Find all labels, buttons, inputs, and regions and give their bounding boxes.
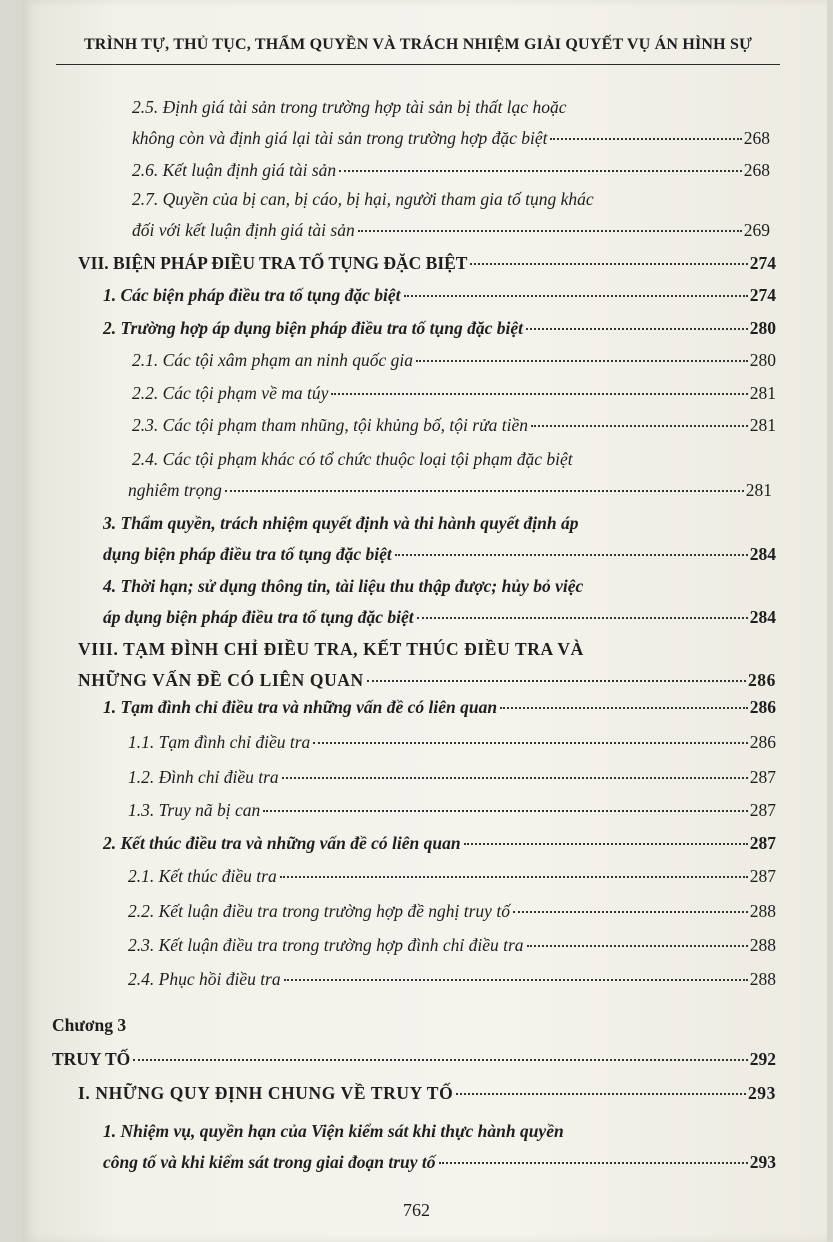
toc-entry-page: 286 <box>749 697 776 717</box>
toc-entry <box>103 828 776 859</box>
toc-entry <box>128 795 776 826</box>
dot-leader <box>500 707 748 709</box>
toc-entry-page: 288 <box>749 969 776 989</box>
toc-entry <box>128 861 776 892</box>
toc-entry-title: 1. Nhiệm vụ, quyền hạn của Viện kiểm sát khi thực hành quyền <box>103 1121 564 1141</box>
toc-entry-title: TRUY TỐ <box>52 1049 131 1069</box>
dot-leader <box>513 911 748 913</box>
toc-entry <box>103 508 776 570</box>
toc-entry-title: không còn và định giá lại tài sản trong trường hợp đặc biệt <box>132 128 548 148</box>
toc-entry <box>128 930 776 961</box>
toc-entry-page: 281 <box>745 480 772 500</box>
toc-entry-title: 2.2. Các tội phạm về ma túy <box>132 383 329 403</box>
dot-leader <box>284 979 748 981</box>
toc-entry <box>78 1078 776 1109</box>
toc-entry-page: 281 <box>749 415 776 435</box>
page-number: 762 <box>403 1200 430 1220</box>
dot-leader <box>331 393 747 395</box>
toc-entry-page: 268 <box>743 160 770 180</box>
toc-entry-title: 1. Các biện pháp điều tra tố tụng đặc biệt <box>103 285 401 305</box>
dot-leader <box>404 295 748 297</box>
toc-entry-title: 2.5. Định giá tài sản trong trường hợp tài sản bị thất lạc hoặc <box>132 97 567 117</box>
dot-leader <box>313 742 747 744</box>
toc-entry-page: 280 <box>749 318 776 338</box>
running-header: TRÌNH TỰ, THỦ TỤC, THẨM QUYỀN VÀ TRÁCH NHIỆM GIẢI QUYẾT VỤ ÁN HÌNH SỰ <box>83 36 753 53</box>
toc-entry-title: 4. Thời hạn; sử dụng thông tin, tài liệu thu thập được; hủy bỏ việc <box>103 576 584 596</box>
toc-entry <box>103 692 776 723</box>
dot-leader <box>527 945 748 947</box>
dot-leader <box>339 170 742 172</box>
toc-entry-page: 274 <box>749 285 776 305</box>
toc-entry <box>52 1010 776 1041</box>
toc-entry-title: 2.1. Kết thúc điều tra <box>128 866 277 886</box>
dot-leader <box>464 843 748 845</box>
toc-entry-title: 1.1. Tạm đình chỉ điều tra <box>128 732 311 752</box>
toc-entry-title: 2.3. Các tội phạm tham nhũng, tội khủng bố, tội rửa tiền <box>132 415 528 435</box>
toc-entry-title: 2.4. Các tội phạm khác có tổ chức thuộc loại tội phạm đặc biệt <box>132 449 573 469</box>
toc-entry <box>132 345 776 376</box>
dot-leader <box>280 876 748 878</box>
toc-entry-page: 287 <box>749 866 776 886</box>
toc-entry-page: 286 <box>747 670 776 690</box>
toc-entry-title: 2.7. Quyền của bị can, bị cáo, bị hại, người tham gia tố tụng khác <box>132 189 594 209</box>
toc-entry-title: VII. BIỆN PHÁP ĐIỀU TRA TỐ TỤNG ĐẶC BIỆT <box>78 253 468 273</box>
toc-entry-title: 2.3. Kết luận điều tra trong trường hợp đình chỉ điều tra <box>128 935 524 955</box>
toc-entry-title: Chương 3 <box>52 1015 127 1035</box>
toc-entry-title: I. NHỮNG QUY ĐỊNH CHUNG VỀ TRUY TỐ <box>78 1083 454 1103</box>
toc-entry-title: 2.4. Phục hồi điều tra <box>128 969 281 989</box>
toc-entry <box>128 964 776 995</box>
toc-entry-page: 269 <box>743 220 770 240</box>
toc-entry-page: 284 <box>749 607 776 627</box>
toc-entry-page: 268 <box>743 128 770 148</box>
dot-leader <box>439 1162 748 1164</box>
toc-entry <box>52 1044 776 1075</box>
toc-entry <box>132 155 770 186</box>
toc-entry-page: 284 <box>749 544 776 564</box>
toc-entry <box>103 1116 776 1178</box>
dot-leader <box>133 1059 747 1061</box>
toc-entry <box>103 313 776 344</box>
toc-entry-title: VIII. TẠM ĐÌNH CHỈ ĐIỀU TRA, KẾT THÚC ĐIỀU TRA VÀ <box>78 639 584 659</box>
toc-entry <box>128 727 776 758</box>
dot-leader <box>526 328 748 330</box>
toc-entry-page: 288 <box>749 901 776 921</box>
dot-leader <box>358 230 742 232</box>
toc-entry <box>78 248 776 279</box>
toc-entry-page: 287 <box>749 833 776 853</box>
toc-entry <box>128 444 776 506</box>
toc-entry-title: 2. Trường hợp áp dụng biện pháp điều tra tố tụng đặc biệt <box>103 318 523 338</box>
toc-entry-title: nghiêm trọng <box>128 480 222 500</box>
dot-leader <box>550 138 741 140</box>
dot-leader <box>456 1093 746 1095</box>
toc-entry-title: công tố và khi kiểm sát trong giai đoạn truy tố <box>103 1152 436 1172</box>
toc-entry-page: 281 <box>749 383 776 403</box>
dot-leader <box>225 490 744 492</box>
toc-entry-title: 2. Kết thúc điều tra và những vấn đề có liên quan <box>103 833 461 853</box>
dot-leader <box>531 425 748 427</box>
toc-entry-title: 2.1. Các tội xâm phạm an ninh quốc gia <box>132 350 413 370</box>
toc-entry <box>132 92 770 154</box>
toc-entry <box>103 571 776 633</box>
toc-entry-page: 287 <box>749 767 776 787</box>
dot-leader <box>263 810 748 812</box>
toc-entry-title: 1.2. Đình chỉ điều tra <box>128 767 279 787</box>
toc-entry <box>78 634 776 696</box>
dot-leader <box>417 617 748 619</box>
toc-entry-title: dụng biện pháp điều tra tố tụng đặc biệt <box>103 544 392 564</box>
toc-entry-page: 274 <box>749 253 776 273</box>
toc-entry-title: 1. Tạm đình chỉ điều tra và những vấn đề có liên quan <box>103 697 498 717</box>
dot-leader <box>470 263 747 265</box>
toc-entry-title: 2.6. Kết luận định giá tài sản <box>132 160 337 180</box>
toc-entry <box>128 762 776 793</box>
dot-leader <box>395 554 748 556</box>
toc-entry-title: 2.2. Kết luận điều tra trong trường hợp đề nghị truy tố <box>128 901 510 921</box>
toc-entry <box>128 896 776 927</box>
toc-entry-page: 288 <box>749 935 776 955</box>
toc-entry-title: 1.3. Truy nã bị can <box>128 800 261 820</box>
toc-entry <box>132 378 776 409</box>
toc-entry-page: 293 <box>749 1152 776 1172</box>
dot-leader <box>282 777 748 779</box>
toc-entry-title: 3. Thẩm quyền, trách nhiệm quyết định và thi hành quyết định áp <box>103 513 579 533</box>
toc-entry-title: đối với kết luận định giá tài sản <box>132 220 355 240</box>
toc-entry-title: áp dụng biện pháp điều tra tố tụng đặc biệt <box>103 607 414 627</box>
toc-entry-page: 280 <box>749 350 776 370</box>
toc-entry-page: 292 <box>749 1049 776 1069</box>
toc-entry <box>103 280 776 311</box>
dot-leader <box>367 680 746 682</box>
toc-entry <box>132 184 770 246</box>
toc-entry-title: NHỮNG VẤN ĐỀ CÓ LIÊN QUAN <box>78 670 364 690</box>
toc-entry <box>132 410 776 441</box>
toc-entry-page: 293 <box>747 1083 776 1103</box>
toc-entry-page: 286 <box>749 732 776 752</box>
dot-leader <box>416 360 748 362</box>
toc-entry-page: 287 <box>749 800 776 820</box>
